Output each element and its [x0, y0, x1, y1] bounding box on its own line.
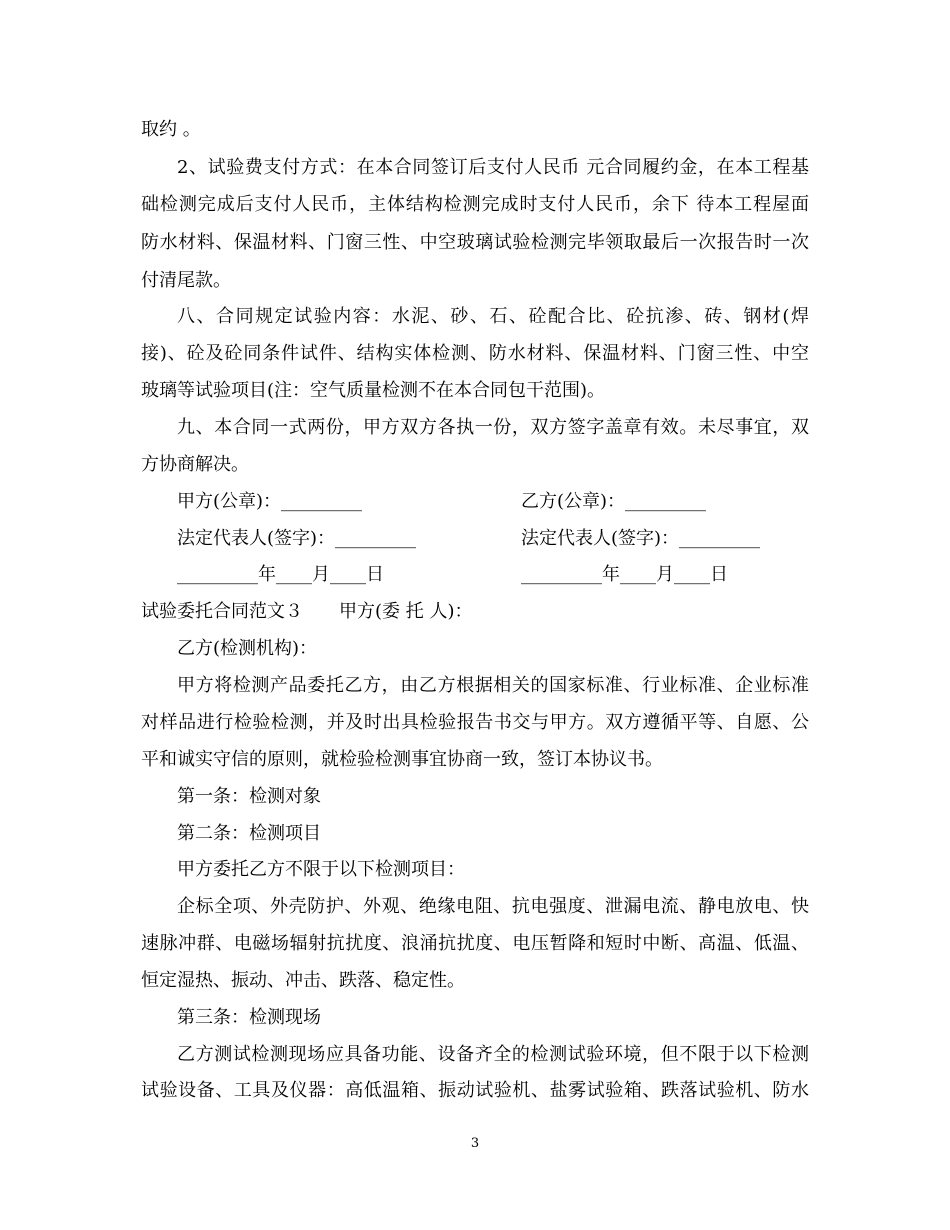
party-b-date: _________年____月____日 [521, 564, 728, 585]
text-line: 八、合同规定试验内容：水泥、砂、石、砼配合比、砼抗渗、砖、钢材(焊 [177, 306, 809, 327]
section-heading: 试验委托合同范文３ 甲方(委 托 人)： [141, 601, 473, 622]
text-line: 恒定湿热、振动、冲击、跌落、稳定性。 [141, 970, 465, 991]
text-line: 甲方将检测产品委托乙方，由乙方根据相关的国家标准、行业标准、企业标准 [177, 675, 809, 696]
text-line: 速脉冲群、电磁场辐射抗扰度、浪涌抗扰度、电压暂降和短时中断、高温、低温、 [141, 933, 809, 954]
text-line: 方协商解决。 [141, 454, 249, 475]
text-line: 甲方委托乙方不限于以下检测项目： [177, 859, 465, 880]
text-line: 试验设备、工具及仪器：高低温箱、振动试验机、盐雾试验箱、跌落试验机、防水 [141, 1080, 809, 1101]
text-line: 取约 。 [141, 119, 201, 140]
party-b-representative: 法定代表人(签字)：_________ [521, 528, 761, 549]
text-line: 平和诚实守信的原则，就检验检测事宜协商一致，签订本协议书。 [141, 749, 663, 770]
text-line: 乙方(检测机构)： [177, 638, 318, 659]
party-a-seal: 甲方(公章)：_________ [177, 491, 363, 512]
party-a-date: _________年____月____日 [177, 564, 384, 585]
clause-heading: 第三条：检测现场 [177, 1007, 321, 1028]
text-line: 付清尾款。 [141, 270, 231, 291]
clause-heading: 第二条：检测项目 [177, 823, 321, 844]
text-line: 接)、砼及砼同条件试件、结构实体检测、防水材料、保温材料、门窗三性、中空 [141, 343, 809, 364]
page-number: 3 [470, 1136, 480, 1151]
text-line: 企标全项、外壳防护、外观、绝缘电阻、抗电强度、泄漏电流、静电放电、快 [177, 896, 809, 917]
text-line: 础检测完成后支付人民币，主体结构检测完成时支付人民币，余下 待本工程屋面 [141, 194, 809, 215]
text-line: 乙方测试检测现场应具备功能、设备齐全的检测试验环境，但不限于以下检测 [177, 1044, 809, 1065]
text-line: 防水材料、保温材料、门窗三性、中空玻璃试验检测完毕领取最后一次报告时一次 [141, 232, 809, 253]
clause-heading: 第一条：检测对象 [177, 786, 321, 807]
party-a-representative: 法定代表人(签字)：_________ [177, 528, 417, 549]
text-line: 对样品进行检验检测，并及时出具检验报告书交与甲方。双方遵循平等、自愿、公 [141, 712, 809, 733]
text-line: 玻璃等试验项目(注：空气质量检测不在本合同包干范围)。 [141, 380, 606, 401]
text-line: 2、试验费支付方式：在本合同签订后支付人民币 元合同履约金，在本工程基 [177, 157, 809, 178]
text-line: 九、本合同一式两份，甲方双方各执一份，双方签字盖章有效。未尽事宜，双 [177, 417, 809, 438]
party-b-seal: 乙方(公章)：_________ [521, 491, 707, 512]
